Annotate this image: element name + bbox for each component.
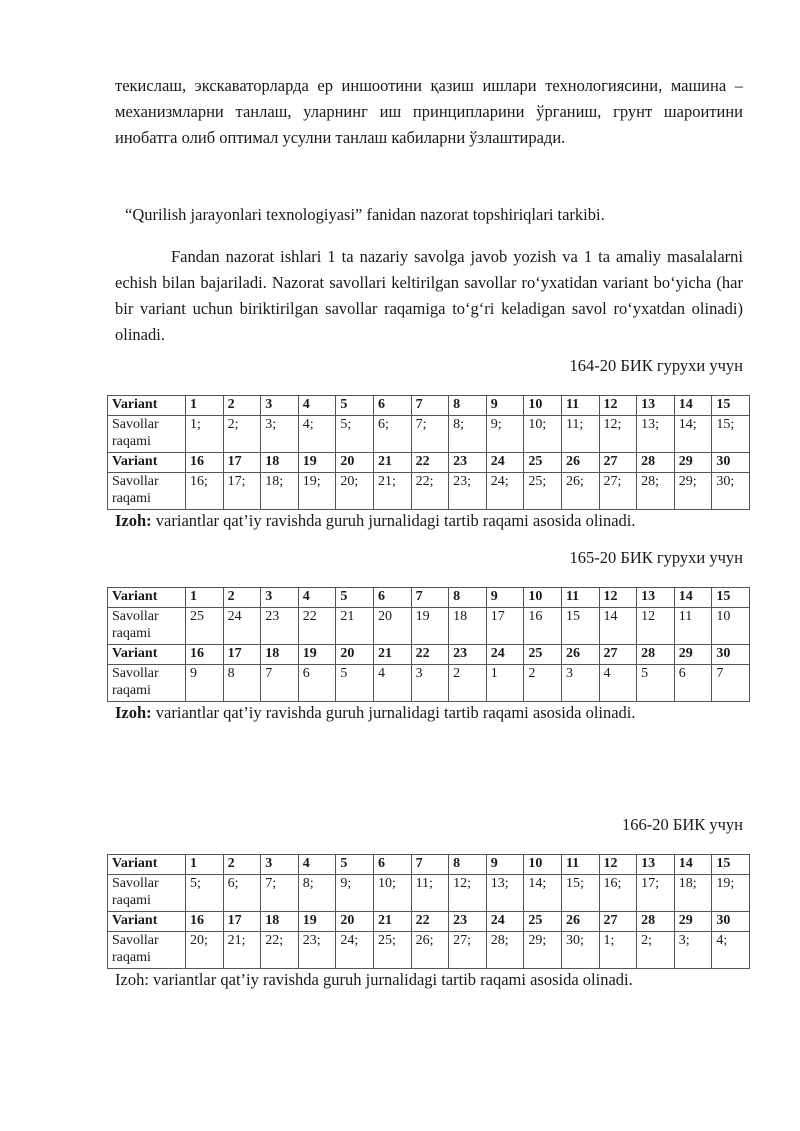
- variant-number-cell: 13: [637, 855, 675, 875]
- question-number-cell: 11;: [561, 416, 599, 453]
- question-number-cell: 17: [486, 608, 524, 645]
- question-number-cell: 20;: [336, 473, 374, 510]
- section-title: “Qurilish jarayonlari texnologiyasi” fanidan nazorat topshiriqlari tarkibi.: [125, 205, 605, 224]
- question-number-cell: 18;: [674, 875, 712, 912]
- variant-number-cell: 22: [411, 453, 449, 473]
- question-number-cell: 12: [637, 608, 675, 645]
- questions-row: [108, 665, 750, 702]
- variant-number-cell: 7: [411, 588, 449, 608]
- question-number-cell: 17;: [223, 473, 261, 510]
- variant-number-cell: 10: [524, 588, 562, 608]
- variant-table-165: [107, 587, 750, 702]
- questions-label: Savollar raqami: [108, 416, 186, 453]
- variant-number-cell: 7: [411, 396, 449, 416]
- variant-number-cell: 20: [336, 912, 374, 932]
- question-number-cell: 16;: [599, 875, 637, 912]
- question-number-cell: 2: [524, 665, 562, 702]
- note-bold: Izoh:: [115, 511, 152, 530]
- question-number-cell: 21: [336, 608, 374, 645]
- note-text: variantlar qat’iy ravishda guruh jurnalidagi tartib raqami asosida olinadi.: [151, 511, 636, 530]
- variant-number-cell: 17: [223, 453, 261, 473]
- variant-number-cell: 1: [186, 588, 224, 608]
- question-number-cell: 10;: [373, 875, 411, 912]
- variant-number-cell: 24: [486, 645, 524, 665]
- question-number-cell: 18: [449, 608, 487, 645]
- question-number-cell: 5;: [186, 875, 224, 912]
- variant-number-cell: 21: [373, 645, 411, 665]
- variant-number-cell: 19: [298, 645, 336, 665]
- question-number-cell: 7;: [411, 416, 449, 453]
- question-number-cell: 26;: [561, 473, 599, 510]
- intro-paragraph: текислаш, экскаваторларда ер иншоотини қазиш ишлари технологиясини, машина – механизмларни танлаш, уларнинг иш принципларини ўрганиш, грунт шароитини инобатга олиб оптимал усулни танлаш кабиларни ўзлаштиради.: [115, 76, 743, 147]
- note-bold: Izoh:: [115, 703, 152, 722]
- variant-number-cell: 15: [712, 396, 750, 416]
- question-number-cell: 7;: [261, 875, 299, 912]
- variant-number-cell: 5: [336, 855, 374, 875]
- variant-number-cell: 13: [637, 588, 675, 608]
- table-note-165: [115, 703, 636, 723]
- question-number-cell: 2;: [223, 416, 261, 453]
- group-title-166: 166-20 БИК учун: [621, 815, 743, 834]
- question-number-cell: 20;: [186, 932, 224, 969]
- variant-number-cell: 4: [298, 588, 336, 608]
- question-number-cell: 6: [298, 665, 336, 702]
- variant-number-cell: 28: [637, 912, 675, 932]
- group-title-165: 165-20 БИК гурухи учун: [569, 548, 743, 567]
- variant-label: Variant: [108, 855, 186, 875]
- variant-number-cell: 2: [223, 588, 261, 608]
- question-number-cell: 21;: [223, 932, 261, 969]
- question-number-cell: 7: [261, 665, 299, 702]
- question-number-cell: 15;: [712, 416, 750, 453]
- variant-number-cell: 26: [561, 453, 599, 473]
- question-number-cell: 15: [561, 608, 599, 645]
- variant-number-cell: 4: [298, 855, 336, 875]
- question-number-cell: 10: [712, 608, 750, 645]
- variant-number-cell: 25: [524, 645, 562, 665]
- questions-label: Savollar raqami: [108, 665, 186, 702]
- variant-number-cell: 27: [599, 912, 637, 932]
- variant-number-cell: 23: [449, 912, 487, 932]
- question-number-cell: 1;: [186, 416, 224, 453]
- variant-number-cell: 29: [674, 912, 712, 932]
- group-title-164: 164-20 БИК гурухи учун: [569, 356, 743, 375]
- question-number-cell: 24;: [336, 932, 374, 969]
- question-number-cell: 7: [712, 665, 750, 702]
- variant-row: [108, 588, 750, 608]
- body-paragraph: Fandan nazorat ishlari 1 ta nazariy savolga javob yozish va 1 ta amaliy masalalarni echish bilan bajariladi. Nazorat savollari keltirilgan savollar ro‘yxatidan variant bo‘yicha (har bir variant uchun biriktirilgan savollar raqamiga to‘g‘ri keladigan savol ro‘yxatdan olinadi) olinadi.: [115, 247, 743, 344]
- variant-number-cell: 1: [186, 396, 224, 416]
- question-number-cell: 24: [223, 608, 261, 645]
- question-number-cell: 2;: [637, 932, 675, 969]
- variant-number-cell: 15: [712, 855, 750, 875]
- variant-number-cell: 10: [524, 855, 562, 875]
- note-text: Izoh: variantlar qat’iy ravishda guruh jurnalidagi tartib raqami asosida olinadi.: [115, 970, 633, 989]
- question-number-cell: 29;: [674, 473, 712, 510]
- variant-number-cell: 28: [637, 645, 675, 665]
- variant-number-cell: 7: [411, 855, 449, 875]
- question-number-cell: 26;: [411, 932, 449, 969]
- variant-label: Variant: [108, 453, 186, 473]
- question-number-cell: 17;: [637, 875, 675, 912]
- variant-label: Variant: [108, 912, 186, 932]
- variant-number-cell: 21: [373, 453, 411, 473]
- question-number-cell: 12;: [599, 416, 637, 453]
- variant-number-cell: 26: [561, 645, 599, 665]
- question-number-cell: 13;: [637, 416, 675, 453]
- variant-row: [108, 645, 750, 665]
- question-number-cell: 19;: [712, 875, 750, 912]
- variant-number-cell: 5: [336, 588, 374, 608]
- question-number-cell: 4: [373, 665, 411, 702]
- variant-row: [108, 912, 750, 932]
- variant-number-cell: 2: [223, 396, 261, 416]
- variant-number-cell: 12: [599, 396, 637, 416]
- variant-number-cell: 16: [186, 645, 224, 665]
- question-number-cell: 25;: [373, 932, 411, 969]
- variant-number-cell: 11: [561, 588, 599, 608]
- question-number-cell: 4;: [298, 416, 336, 453]
- variant-number-cell: 20: [336, 645, 374, 665]
- variant-number-cell: 3: [261, 588, 299, 608]
- question-number-cell: 5: [637, 665, 675, 702]
- variant-number-cell: 18: [261, 453, 299, 473]
- question-number-cell: 23;: [449, 473, 487, 510]
- variant-label: Variant: [108, 645, 186, 665]
- questions-label: Savollar raqami: [108, 473, 186, 510]
- question-number-cell: 14;: [524, 875, 562, 912]
- question-number-cell: 3;: [261, 416, 299, 453]
- question-number-cell: 15;: [561, 875, 599, 912]
- questions-label: Savollar raqami: [108, 608, 186, 645]
- variant-number-cell: 16: [186, 453, 224, 473]
- variant-number-cell: 13: [637, 396, 675, 416]
- variant-number-cell: 14: [674, 855, 712, 875]
- variant-number-cell: 9: [486, 855, 524, 875]
- variant-number-cell: 29: [674, 453, 712, 473]
- variant-number-cell: 26: [561, 912, 599, 932]
- variant-number-cell: 18: [261, 645, 299, 665]
- question-number-cell: 28;: [486, 932, 524, 969]
- variant-number-cell: 1: [186, 855, 224, 875]
- question-number-cell: 13;: [486, 875, 524, 912]
- variant-number-cell: 9: [486, 396, 524, 416]
- question-number-cell: 28;: [637, 473, 675, 510]
- question-number-cell: 14: [599, 608, 637, 645]
- variant-number-cell: 28: [637, 453, 675, 473]
- variant-row: [108, 453, 750, 473]
- variant-number-cell: 24: [486, 912, 524, 932]
- question-number-cell: 5: [336, 665, 374, 702]
- question-number-cell: 27;: [599, 473, 637, 510]
- variant-number-cell: 22: [411, 912, 449, 932]
- variant-number-cell: 22: [411, 645, 449, 665]
- variant-number-cell: 6: [373, 588, 411, 608]
- question-number-cell: 6;: [373, 416, 411, 453]
- question-number-cell: 30;: [561, 932, 599, 969]
- question-number-cell: 25: [186, 608, 224, 645]
- variant-number-cell: 25: [524, 453, 562, 473]
- variant-row: [108, 855, 750, 875]
- variant-number-cell: 14: [674, 396, 712, 416]
- question-number-cell: 29;: [524, 932, 562, 969]
- question-number-cell: 8;: [298, 875, 336, 912]
- variant-label: Variant: [108, 588, 186, 608]
- variant-number-cell: 24: [486, 453, 524, 473]
- variant-number-cell: 12: [599, 588, 637, 608]
- variant-number-cell: 12: [599, 855, 637, 875]
- variant-number-cell: 23: [449, 645, 487, 665]
- questions-label: Savollar raqami: [108, 932, 186, 969]
- question-number-cell: 23: [261, 608, 299, 645]
- question-number-cell: 8;: [449, 416, 487, 453]
- variant-number-cell: 30: [712, 912, 750, 932]
- question-number-cell: 22;: [261, 932, 299, 969]
- variant-number-cell: 5: [336, 396, 374, 416]
- question-number-cell: 4: [599, 665, 637, 702]
- variant-number-cell: 27: [599, 453, 637, 473]
- question-number-cell: 9: [186, 665, 224, 702]
- question-number-cell: 19: [411, 608, 449, 645]
- variant-number-cell: 4: [298, 396, 336, 416]
- question-number-cell: 1;: [599, 932, 637, 969]
- variant-number-cell: 2: [223, 855, 261, 875]
- variant-number-cell: 11: [561, 396, 599, 416]
- question-number-cell: 8: [223, 665, 261, 702]
- variant-number-cell: 16: [186, 912, 224, 932]
- variant-number-cell: 25: [524, 912, 562, 932]
- question-number-cell: 12;: [449, 875, 487, 912]
- variant-number-cell: 15: [712, 588, 750, 608]
- question-number-cell: 11: [674, 608, 712, 645]
- variant-number-cell: 19: [298, 912, 336, 932]
- variant-number-cell: 8: [449, 855, 487, 875]
- questions-row: [108, 608, 750, 645]
- variant-table-164: [107, 395, 750, 510]
- question-number-cell: 6: [674, 665, 712, 702]
- variant-number-cell: 6: [373, 855, 411, 875]
- table-note-164: [115, 511, 636, 531]
- questions-label: Savollar raqami: [108, 875, 186, 912]
- variant-label: Variant: [108, 396, 186, 416]
- question-number-cell: 1: [486, 665, 524, 702]
- variant-number-cell: 19: [298, 453, 336, 473]
- variant-number-cell: 17: [223, 912, 261, 932]
- questions-row: [108, 473, 750, 510]
- variant-number-cell: 14: [674, 588, 712, 608]
- note-text: variantlar qat’iy ravishda guruh jurnalidagi tartib raqami asosida olinadi.: [151, 703, 636, 722]
- question-number-cell: 22: [298, 608, 336, 645]
- question-number-cell: 11;: [411, 875, 449, 912]
- question-number-cell: 4;: [712, 932, 750, 969]
- questions-row: [108, 932, 750, 969]
- question-number-cell: 3;: [674, 932, 712, 969]
- question-number-cell: 18;: [261, 473, 299, 510]
- question-number-cell: 5;: [336, 416, 374, 453]
- question-number-cell: 16: [524, 608, 562, 645]
- variant-number-cell: 8: [449, 588, 487, 608]
- questions-row: [108, 875, 750, 912]
- question-number-cell: 21;: [373, 473, 411, 510]
- question-number-cell: 9;: [336, 875, 374, 912]
- question-number-cell: 16;: [186, 473, 224, 510]
- variant-row: [108, 396, 750, 416]
- variant-number-cell: 8: [449, 396, 487, 416]
- question-number-cell: 10;: [524, 416, 562, 453]
- variant-number-cell: 23: [449, 453, 487, 473]
- question-number-cell: 14;: [674, 416, 712, 453]
- question-number-cell: 3: [561, 665, 599, 702]
- question-number-cell: 3: [411, 665, 449, 702]
- question-number-cell: 23;: [298, 932, 336, 969]
- variant-number-cell: 3: [261, 396, 299, 416]
- variant-number-cell: 27: [599, 645, 637, 665]
- variant-number-cell: 21: [373, 912, 411, 932]
- variant-number-cell: 30: [712, 645, 750, 665]
- variant-number-cell: 9: [486, 588, 524, 608]
- variant-number-cell: 18: [261, 912, 299, 932]
- variant-number-cell: 30: [712, 453, 750, 473]
- variant-number-cell: 29: [674, 645, 712, 665]
- question-number-cell: 19;: [298, 473, 336, 510]
- variant-number-cell: 17: [223, 645, 261, 665]
- variant-number-cell: 3: [261, 855, 299, 875]
- table-note-166: [115, 970, 633, 990]
- variant-number-cell: 10: [524, 396, 562, 416]
- question-number-cell: 20: [373, 608, 411, 645]
- variant-number-cell: 11: [561, 855, 599, 875]
- variant-number-cell: 20: [336, 453, 374, 473]
- question-number-cell: 6;: [223, 875, 261, 912]
- question-number-cell: 9;: [486, 416, 524, 453]
- question-number-cell: 2: [449, 665, 487, 702]
- variant-number-cell: 6: [373, 396, 411, 416]
- question-number-cell: 24;: [486, 473, 524, 510]
- question-number-cell: 22;: [411, 473, 449, 510]
- variant-table-166: [107, 854, 750, 969]
- question-number-cell: 27;: [449, 932, 487, 969]
- questions-row: [108, 416, 750, 453]
- question-number-cell: 30;: [712, 473, 750, 510]
- question-number-cell: 25;: [524, 473, 562, 510]
